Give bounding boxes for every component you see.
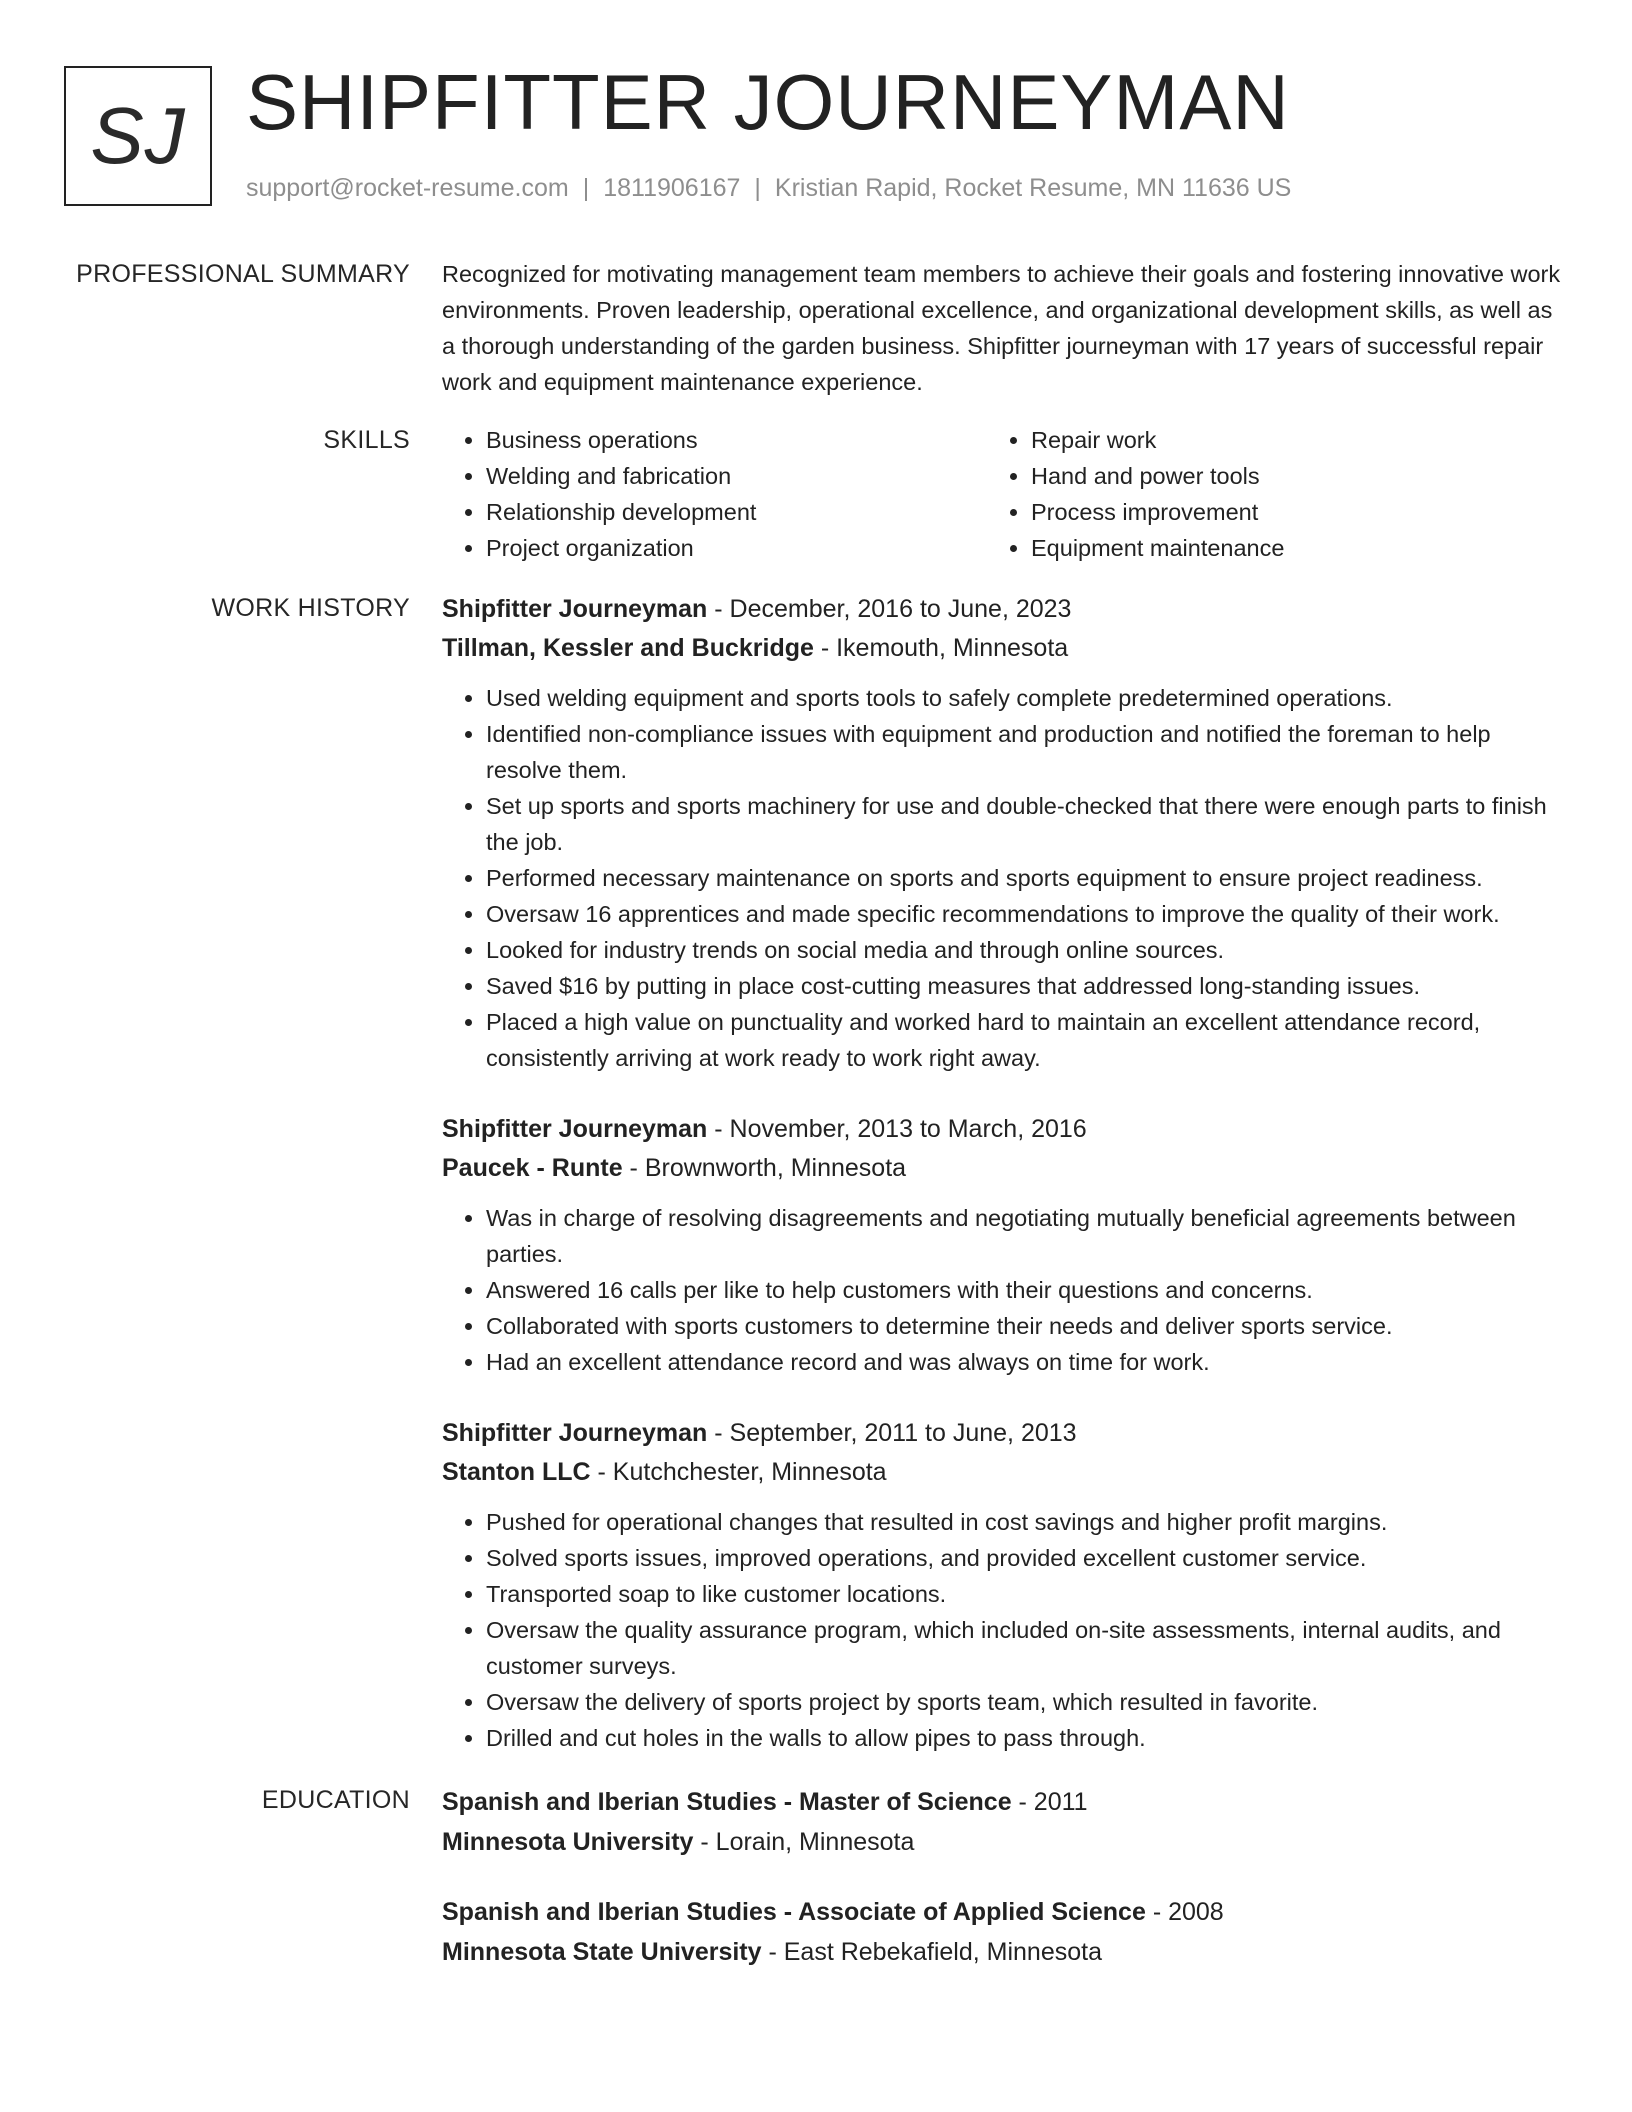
email-link[interactable]: support@rocket-resume.com (246, 174, 569, 202)
education-section (0, 1782, 1632, 2002)
job-title: Shipfitter Journeyman (442, 595, 708, 623)
school-name: Minnesota State University (442, 1938, 762, 1966)
job-dates: - December, 2016 to June, 2023 (707, 595, 1072, 623)
job-entry (442, 1110, 1562, 1380)
job-location: - Ikemouth, Minnesota (813, 634, 1069, 662)
skill-item: • Welding and fabrication (486, 458, 987, 494)
section-label: WORK HISTORY (211, 594, 410, 622)
skills-list-right (987, 422, 1532, 566)
list-item: • Looked for industry trends on social media and through online sources. (486, 932, 1562, 968)
list-item: • Pushed for operational changes that resulted in cost savings and higher profit margins. (486, 1504, 1562, 1540)
contact-separator: | (582, 174, 590, 202)
section-label: PROFESSIONAL SUMMARY (76, 260, 410, 288)
job-location: - Kutchchester, Minnesota (590, 1458, 887, 1486)
skill-item: • Repair work (1031, 422, 1532, 458)
degree-year: - 2008 (1145, 1898, 1224, 1926)
job-entry (442, 1414, 1562, 1756)
skill-item: • Business operations (486, 422, 987, 458)
skill-item: • Equipment maintenance (1031, 530, 1532, 566)
list-item: • Drilled and cut holes in the walls to allow pipes to pass through. (486, 1720, 1562, 1756)
list-item: • Used welding equipment and sports tools to safely complete predetermined operations. (486, 680, 1562, 716)
company-name: Tillman, Kessler and Buckridge (442, 634, 814, 662)
skill-item: • Hand and power tools (1031, 458, 1532, 494)
skill-item: • Process improvement (1031, 494, 1532, 530)
education-entry (442, 1782, 1562, 1862)
resume-content (0, 256, 1632, 2024)
job-location: - Brownworth, Minnesota (622, 1154, 907, 1182)
phone-number: 1811906167 (603, 174, 741, 202)
summary-section (0, 256, 1632, 400)
school-location: - Lorain, Minnesota (693, 1828, 915, 1856)
list-item: • Answered 16 calls per like to help customers with their questions and concerns. (486, 1272, 1562, 1308)
monogram: SJ (64, 66, 212, 206)
list-item: • Oversaw the quality assurance program, which included on-site assessments, internal audits, and customer surveys. (486, 1612, 1562, 1684)
list-item: • Solved sports issues, improved operations, and provided excellent customer service. (486, 1540, 1562, 1576)
list-item: • Performed necessary maintenance on sports and sports equipment to ensure project readiness. (486, 860, 1562, 896)
job-title: Shipfitter Journeyman (442, 1419, 708, 1447)
contact-separator: | (754, 174, 761, 202)
degree-name: Spanish and Iberian Studies - Master of Science (442, 1788, 1012, 1816)
company-name: Stanton LLC (442, 1458, 591, 1486)
list-item: • Was in charge of resolving disagreements and negotiating mutually beneficial agreements between parties. (486, 1200, 1562, 1272)
school-location: - East Rebekafield, Minnesota (761, 1938, 1102, 1966)
education-entry (442, 1892, 1562, 1972)
page-title: SHIPFITTER JOURNEYMAN (246, 58, 1290, 146)
school-name: Minnesota University (442, 1828, 694, 1856)
degree-year: - 2011 (1011, 1788, 1088, 1816)
skill-item: • Relationship development (486, 494, 987, 530)
list-item: • Oversaw 16 apprentices and made specific recommendations to improve the quality of their work. (486, 896, 1562, 932)
company-name: Paucek - Runte (442, 1154, 623, 1182)
section-label: SKILLS (323, 426, 410, 454)
work-history-section (0, 590, 1632, 1756)
job-dates: - September, 2011 to June, 2013 (707, 1419, 1077, 1447)
section-label: EDUCATION (261, 1786, 410, 1814)
list-item: • Placed a high value on punctuality and worked hard to maintain an excellent attendance record, consistently arriving at work ready to work right away. (486, 1004, 1562, 1076)
list-item: • Saved $16 by putting in place cost-cutting measures that addressed long-standing issues. (486, 968, 1562, 1004)
address: Kristian Rapid, Rocket Resume, MN 11636 US (774, 174, 1292, 202)
list-item: • Identified non-compliance issues with equipment and production and notified the foreman to help resolve them. (486, 716, 1562, 788)
skills-list-left (442, 422, 987, 566)
list-item: • Collaborated with sports customers to determine their needs and deliver sports service. (486, 1308, 1562, 1344)
skills-section (0, 422, 1632, 566)
job-dates: - November, 2013 to March, 2016 (707, 1115, 1087, 1143)
job-bullets (442, 680, 1562, 1076)
summary-text: Recognized for motivating management team members to achieve their goals and fostering innovative work environments. Proven leadership, operational excellence, and organizational development skills, as well as a thorough understanding of the garden business. Shipfitter journeyman with 17 years of successful repair work and equipment maintenance experience. (442, 261, 1561, 395)
job-bullets (442, 1504, 1562, 1756)
job-title: Shipfitter Journeyman (442, 1115, 708, 1143)
degree-name: Spanish and Iberian Studies - Associate of Applied Science (442, 1898, 1146, 1926)
job-bullets (442, 1200, 1562, 1380)
contact-line (246, 174, 1291, 203)
list-item: • Transported soap to like customer locations. (486, 1576, 1562, 1612)
list-item: • Set up sports and sports machinery for use and double-checked that there were enough parts to finish the job. (486, 788, 1562, 860)
list-item: • Oversaw the delivery of sports project by sports team, which resulted in favorite. (486, 1684, 1562, 1720)
skill-item: • Project organization (486, 530, 987, 566)
list-item: • Had an excellent attendance record and was always on time for work. (486, 1344, 1562, 1380)
job-entry (442, 590, 1562, 1076)
